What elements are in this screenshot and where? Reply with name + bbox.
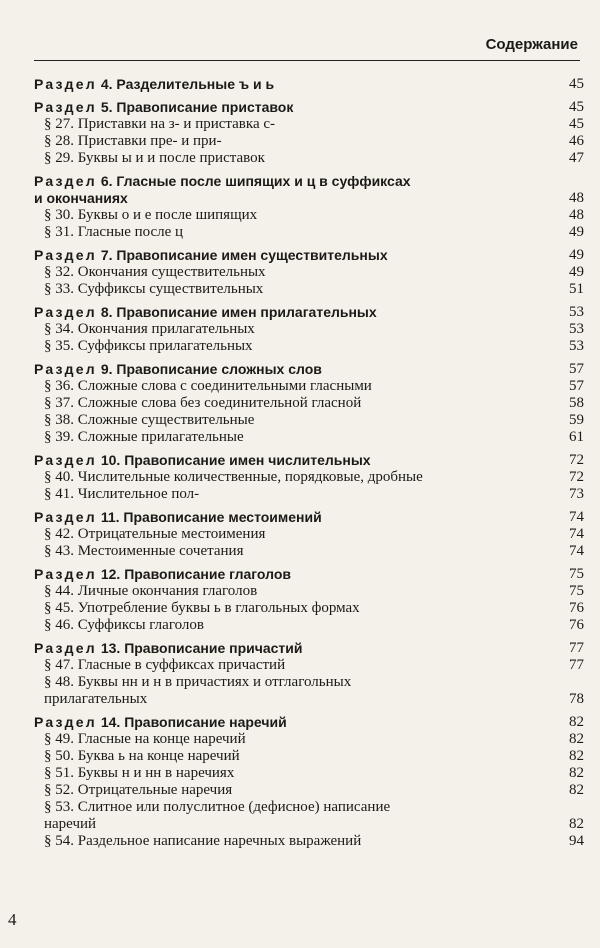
page-number: 4 [8, 910, 17, 929]
toc-entry [34, 657, 584, 674]
section-page: 82 [569, 714, 584, 730]
toc-entry [34, 338, 584, 355]
section-heading-text [34, 361, 322, 378]
toc-entry-text: § 53. Слитное или полуслитное (дефисное) написание [44, 799, 391, 815]
toc-section [34, 714, 584, 850]
toc-entry-page: 57 [569, 378, 584, 394]
section-label: Раздел [34, 361, 97, 377]
toc-entry-text: § 30. Буквы о и е после шипящих [44, 207, 258, 223]
toc-entry-page: 82 [569, 765, 584, 781]
toc-entry-page: 47 [569, 150, 584, 166]
toc-entry-text: § 34. Окончания прилагательных [44, 321, 255, 337]
toc-entry-page: 82 [569, 816, 584, 832]
toc-entry-page: 53 [569, 338, 584, 354]
toc-entry-page: 82 [569, 782, 584, 798]
section-page: 57 [569, 361, 584, 377]
section-heading-text [34, 509, 322, 526]
table-of-contents [34, 76, 584, 856]
toc-entry [34, 133, 584, 150]
toc-entry-page: 72 [569, 469, 584, 485]
section-label: Раздел [34, 99, 97, 115]
toc-entry-page: 45 [569, 116, 584, 132]
toc-section [34, 247, 584, 298]
toc-entry-text: § 28. Приставки пре- и при- [44, 133, 222, 149]
toc-entry-continued [34, 691, 584, 708]
section-page: 49 [569, 247, 584, 263]
section-heading-text [34, 452, 371, 469]
toc-entry-text: § 36. Сложные слова с соединительными гласными [44, 378, 372, 394]
toc-entry-text: § 29. Буквы ы и и после приставок [44, 150, 265, 166]
section-label: Раздел [34, 247, 97, 263]
section-heading-continued [34, 190, 584, 207]
toc-entry [34, 224, 584, 241]
section-heading-text [34, 99, 293, 116]
toc-section [34, 173, 584, 241]
toc-entry [34, 674, 584, 691]
toc-entry-text: § 48. Буквы нн и н в причастиях и отглагольных [44, 674, 352, 690]
toc-entry-text: § 42. Отрицательные местоимения [44, 526, 266, 542]
section-heading [34, 509, 584, 526]
toc-entry [34, 150, 584, 167]
toc-section [34, 509, 584, 560]
section-page: 77 [569, 640, 584, 656]
section-title: 7. Правописание имен существительных [100, 247, 388, 263]
section-title: 6. Гласные после шипящих и ц в суффиксах [100, 173, 411, 189]
toc-entry [34, 395, 584, 412]
toc-entry-page: 49 [569, 224, 584, 240]
header-title: Содержание [485, 36, 578, 53]
toc-entry-text: § 27. Приставки на з- и приставка с- [44, 116, 276, 132]
toc-entry-text: § 33. Суффиксы существительных [44, 281, 264, 297]
toc-entry-text: § 37. Сложные слова без соединительной гласной [44, 395, 362, 411]
toc-entry-text: § 41. Числительное пол- [44, 486, 200, 502]
section-label: Раздел [34, 304, 97, 320]
toc-section [34, 640, 584, 708]
toc-entry [34, 412, 584, 429]
toc-entry-text: § 38. Сложные существительные [44, 412, 255, 428]
section-heading [34, 99, 584, 116]
section-heading-text [34, 640, 303, 657]
toc-section [34, 304, 584, 355]
section-heading [34, 173, 584, 190]
toc-entry [34, 799, 584, 816]
toc-entry-page: 74 [569, 543, 584, 559]
toc-entry-text: § 51. Буквы н и нн в наречиях [44, 765, 235, 781]
toc-entry-text: § 54. Раздельное написание наречных выражений [44, 833, 362, 849]
section-title: 8. Правописание имен прилагательных [100, 304, 377, 320]
toc-entry-page: 94 [569, 833, 584, 849]
running-header [34, 36, 580, 61]
toc-entry-page: 73 [569, 486, 584, 502]
section-label: Раздел [34, 173, 97, 189]
section-title-continued: и окончаниях [34, 190, 128, 206]
toc-entry-text: § 49. Гласные на конце наречий [44, 731, 246, 747]
toc-entry-page: 82 [569, 731, 584, 747]
section-page: 72 [569, 452, 584, 468]
section-title: 5. Правописание приставок [100, 99, 294, 115]
toc-entry-page: 58 [569, 395, 584, 411]
section-title: 4. Разделительные ъ и ь [100, 76, 275, 92]
toc-entry [34, 281, 584, 298]
toc-entry [34, 731, 584, 748]
toc-section [34, 566, 584, 634]
toc-entry-page: 46 [569, 133, 584, 149]
section-label: Раздел [34, 640, 97, 656]
section-heading [34, 566, 584, 583]
toc-section [34, 452, 584, 503]
toc-section [34, 361, 584, 446]
toc-entry [34, 469, 584, 486]
toc-entry [34, 526, 584, 543]
section-title: 14. Правописание наречий [100, 714, 287, 730]
section-page: 75 [569, 566, 584, 582]
section-label: Раздел [34, 452, 97, 468]
section-label: Раздел [34, 509, 97, 525]
toc-entry-text-continued: прилагательных [44, 691, 148, 707]
section-heading [34, 247, 584, 264]
toc-entry-text: § 46. Суффиксы глаголов [44, 617, 204, 633]
section-page: 53 [569, 304, 584, 320]
toc-entry-page: 78 [569, 691, 584, 707]
toc-entry [34, 617, 584, 634]
toc-entry-page: 76 [569, 600, 584, 616]
toc-entry [34, 765, 584, 782]
section-page: 45 [569, 99, 584, 115]
section-page: 48 [569, 190, 584, 206]
toc-entry-continued [34, 816, 584, 833]
section-heading-text [34, 247, 388, 264]
toc-entry [34, 748, 584, 765]
section-heading-text [34, 566, 291, 583]
toc-entry-page: 77 [569, 657, 584, 673]
section-title: 11. Правописание местоимений [100, 509, 322, 525]
toc-entry [34, 429, 584, 446]
toc-entry-page: 74 [569, 526, 584, 542]
toc-entry [34, 378, 584, 395]
section-heading-text [34, 714, 287, 731]
toc-entry-page: 59 [569, 412, 584, 428]
section-title: 9. Правописание сложных слов [100, 361, 322, 377]
toc-entry-text: § 39. Сложные прилагательные [44, 429, 244, 445]
toc-entry-text: § 32. Окончания существительных [44, 264, 266, 280]
toc-entry [34, 782, 584, 799]
section-title: 12. Правописание глаголов [100, 566, 291, 582]
toc-entry [34, 321, 584, 338]
toc-entry-page: 51 [569, 281, 584, 297]
toc-entry-text: § 50. Буква ь на конце наречий [44, 748, 240, 764]
section-heading [34, 76, 584, 93]
toc-entry-text: § 31. Гласные после ц [44, 224, 184, 240]
section-heading [34, 452, 584, 469]
toc-entry-text: § 52. Отрицательные наречия [44, 782, 233, 798]
toc-entry [34, 207, 584, 224]
section-heading [34, 361, 584, 378]
toc-entry [34, 543, 584, 560]
toc-entry-page: 48 [569, 207, 584, 223]
section-heading [34, 304, 584, 321]
toc-entry-text-continued: наречий [44, 816, 97, 832]
toc-entry [34, 600, 584, 617]
toc-entry-text: § 35. Суффиксы прилагательных [44, 338, 253, 354]
toc-entry [34, 833, 584, 850]
section-page: 74 [569, 509, 584, 525]
toc-entry-page: 82 [569, 748, 584, 764]
toc-entry-text: § 40. Числительные количественные, порядковые, дробные [44, 469, 423, 485]
section-heading-text [34, 173, 411, 190]
section-label: Раздел [34, 714, 97, 730]
toc-entry-page: 75 [569, 583, 584, 599]
toc-entry-page: 61 [569, 429, 584, 445]
toc-entry-page: 49 [569, 264, 584, 280]
section-page: 45 [569, 76, 584, 92]
toc-section [34, 99, 584, 167]
section-heading [34, 714, 584, 731]
section-heading-text [34, 304, 377, 321]
toc-entry-text: § 43. Местоименные сочетания [44, 543, 244, 559]
section-label: Раздел [34, 76, 97, 92]
toc-entry [34, 486, 584, 503]
section-label: Раздел [34, 566, 97, 582]
section-heading-text [34, 76, 274, 93]
toc-entry-text: § 47. Гласные в суффиксах причастий [44, 657, 286, 673]
toc-entry [34, 116, 584, 133]
toc-section [34, 76, 584, 93]
toc-entry-text: § 44. Личные окончания глаголов [44, 583, 258, 599]
toc-entry [34, 583, 584, 600]
section-title: 10. Правописание имен числительных [100, 452, 371, 468]
section-title: 13. Правописание причастий [100, 640, 303, 656]
toc-entry-page: 76 [569, 617, 584, 633]
toc-entry [34, 264, 584, 281]
toc-entry-page: 53 [569, 321, 584, 337]
section-heading [34, 640, 584, 657]
toc-entry-text: § 45. Употребление буквы ь в глагольных формах [44, 600, 360, 616]
